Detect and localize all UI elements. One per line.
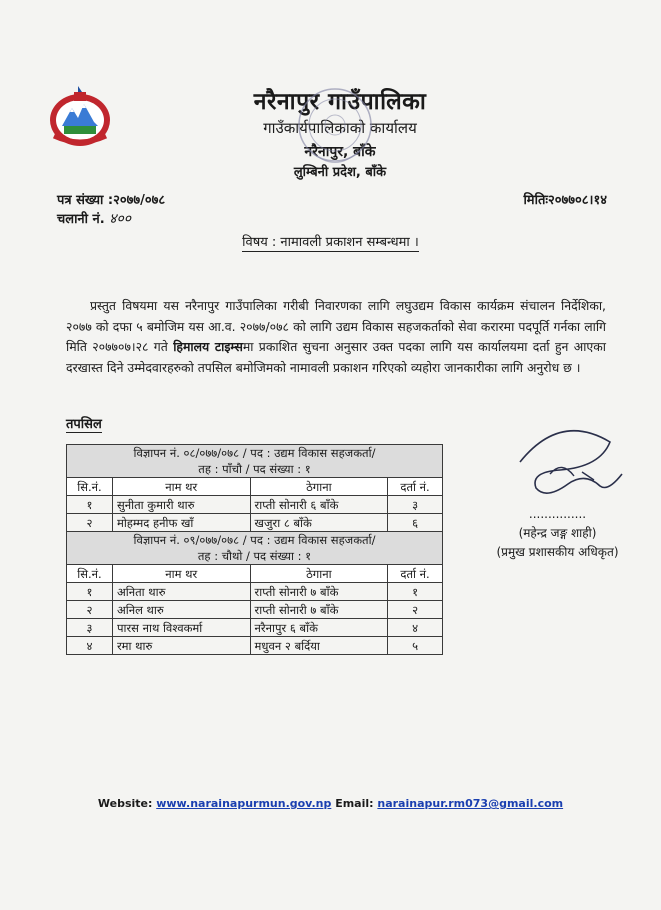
cell-reg: ६ (388, 514, 443, 532)
col-header-sn: सि.नं. (67, 478, 113, 496)
cell-sn: २ (67, 514, 113, 532)
email-label: Email: (335, 797, 374, 810)
cell-address: मधुवन २ बर्दिया (250, 637, 388, 655)
col-header-sn: सि.नं. (67, 565, 113, 583)
table-header-row (67, 478, 443, 496)
signature-dots: ............... (528, 507, 587, 521)
office-name: गाउँकार्यपालिकाको कार्यालय (263, 119, 417, 137)
cell-sn: ४ (67, 637, 113, 655)
table-row (67, 514, 443, 532)
cell-name: अनिता थारु (112, 583, 250, 601)
municipality-name: नरैनापुर गाउँपालिका (253, 89, 427, 115)
cell-reg: ४ (388, 619, 443, 637)
col-header-reg: दर्ता नं. (388, 478, 443, 496)
chalani-number-line (57, 209, 131, 228)
signatory-block (470, 505, 645, 562)
signature-icon (490, 412, 630, 502)
cell-reg: २ (388, 601, 443, 619)
chalani-label: चलानी नं. (57, 212, 105, 227)
col-header-name: नाम थर (112, 565, 250, 583)
section-title: विज्ञापन नं. ०८/०७७/०७८ / पद : उद्यम विकास सहजकर्ता/ (133, 446, 376, 460)
col-header-name: नाम थर (112, 478, 250, 496)
cell-sn: ३ (67, 619, 113, 637)
col-header-reg: दर्ता नं. (388, 565, 443, 583)
table-row (67, 637, 443, 655)
subject-line (0, 232, 661, 250)
table-row (67, 583, 443, 601)
cell-sn: १ (67, 496, 113, 514)
nepal-emblem-icon (48, 86, 112, 150)
letter-body (66, 296, 606, 378)
col-header-address: ठेगाना (250, 478, 388, 496)
section-header (67, 445, 443, 478)
section-title: विज्ञापन नं. ०९/०७७/०७८ / पद : उद्यम विकास सहजकर्ता/ (133, 533, 376, 547)
table-header-row (67, 565, 443, 583)
table-row (67, 601, 443, 619)
body-text-continued: मा प्रकाशित सुचना अनुसार उक्त पदका लागि यस कार्यालयमा दर्ता हुन आएका दरखास्त दिने उम्मेदवारहरुको तपसिल बमोजिमको नामावली प्रकाशन गरिएको व्यहोरा जानकारीका लागि अनुरोध छ । (66, 339, 606, 375)
section-header (67, 532, 443, 565)
col-header-address: ठेगाना (250, 565, 388, 583)
cell-reg: ३ (388, 496, 443, 514)
cell-sn: २ (67, 601, 113, 619)
cell-reg: ५ (388, 637, 443, 655)
footer (0, 797, 661, 810)
tapsil-label: तपसिल (66, 417, 102, 432)
chalani-number: ४०० (109, 211, 132, 227)
cell-name: मोहम्मद हनीफ खाँ (112, 514, 250, 532)
cell-name: अनिल थारु (112, 601, 250, 619)
table-row (67, 619, 443, 637)
signatory-name: (महेन्द्र जङ्ग शाही) (518, 526, 597, 540)
office-province: लुम्बिनी प्रदेश, बाँके (293, 165, 387, 180)
section-subtitle: तह : चौथो / पद संख्या : १ (197, 549, 312, 563)
cell-address: नरैनापुर ६ बाँके (250, 619, 388, 637)
cell-name: रमा थारु (112, 637, 250, 655)
cell-sn: १ (67, 583, 113, 601)
newspaper-name: हिमालय टाइम्स (173, 339, 243, 354)
patra-sankhya: पत्र संख्या :२०७७/०७८ (57, 193, 166, 208)
candidate-table (66, 444, 443, 655)
cell-address: राप्ती सोनारी ७ बाँके (250, 601, 388, 619)
section-subtitle: तह : पाँचौ / पद संख्या : १ (198, 462, 311, 476)
body-text: प्रस्तुत विषयमा यस नरैनापुर गाउँपालिका गरीबी निवारणका लागि लघुउद्यम विकास कार्यक्रम संचालन निर्देशिका, २०७७ को दफा ५ बमोजिम यस आ.व. २०७७/०७८ को लागि उद्यम विकास सहजकर्ताको सेवा करारमा पदपूर्ति गर्नका लागि मिति २०७७०७।२८ गते (66, 298, 606, 354)
table-row (67, 496, 443, 514)
letter-date: मितिः२०७७०८।१४ (523, 193, 607, 208)
tapsil-heading (66, 414, 102, 432)
cell-name: सुनीता कुमारी थारु (112, 496, 250, 514)
email-link[interactable]: narainapur.rm073@gmail.com (377, 797, 564, 810)
cell-address: राप्ती सोनारी ६ बाँके (250, 496, 388, 514)
subject-text: विषय : नामावली प्रकाशन सम्बन्धमा । (242, 235, 419, 250)
signatory-title: (प्रमुख प्रशासकीय अधिकृत) (496, 545, 619, 559)
cell-address: खजुरा ८ बाँके (250, 514, 388, 532)
cell-address: राप्ती सोनारी ७ बाँके (250, 583, 388, 601)
website-link[interactable]: www.narainapurmun.gov.np (156, 797, 332, 810)
cell-reg: १ (388, 583, 443, 601)
website-label: Website: (97, 797, 153, 810)
official-stamp-icon (290, 80, 380, 180)
cell-name: पारस नाथ विश्वकर्मा (112, 619, 250, 637)
office-address: नरैनापुर, बाँके (304, 144, 376, 160)
